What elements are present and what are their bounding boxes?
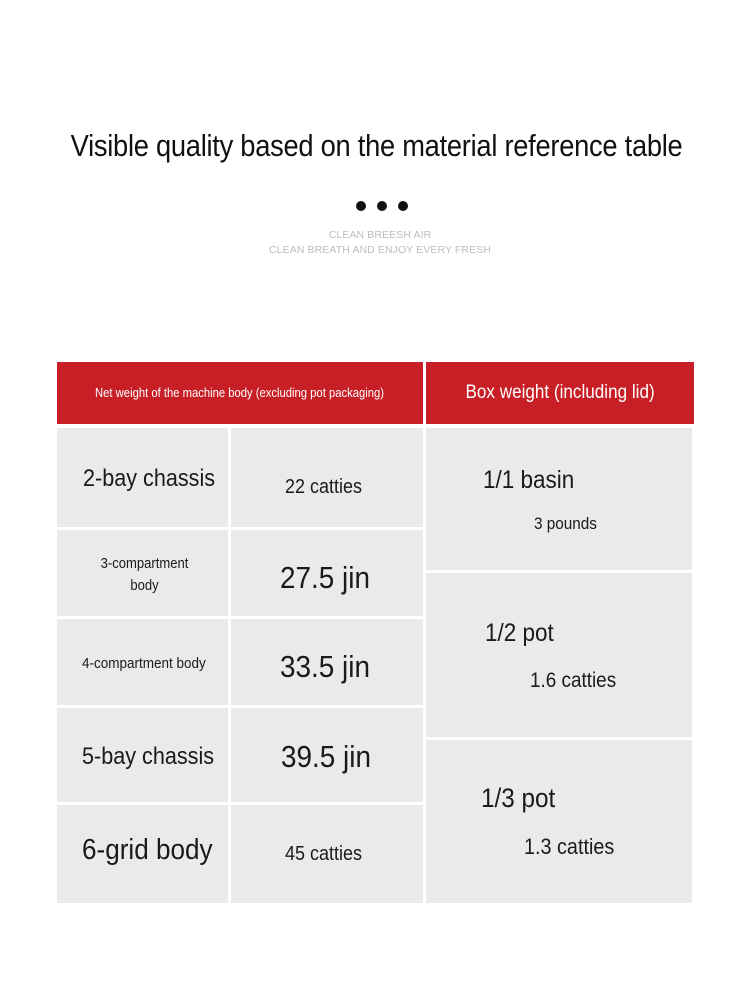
- subtitle-line-1: CLEAN BREESH AIR: [328, 229, 432, 241]
- body-row-name: 5-bay chassis: [82, 743, 215, 770]
- body-row-weight: 22 catties: [285, 476, 363, 498]
- body-row-weight: 45 catties: [285, 843, 363, 865]
- column-header-box-weight: [426, 362, 694, 424]
- body-row-name-line-1: 3-compartment: [100, 556, 189, 572]
- box-row-cell: [426, 740, 692, 903]
- box-row-weight: 1.3 catties: [524, 834, 615, 859]
- box-row-name: 1/3 pot: [481, 783, 556, 813]
- body-row-name: 4-compartment body: [82, 655, 206, 672]
- subtitle-line-2: CLEAN BREATH AND ENJOY EVERY FRESH: [268, 244, 492, 256]
- body-row-weight: 33.5 jin: [280, 649, 370, 684]
- box-row-cell: [426, 428, 692, 570]
- page-title: Visible quality based on the material reference table: [70, 128, 683, 163]
- ellipsis-dots-icon: [356, 201, 410, 213]
- column-header-box-weight-label: Box weight (including lid): [465, 382, 655, 403]
- body-row-weight: 39.5 jin: [281, 739, 371, 774]
- body-row-weight: 27.5 jin: [280, 560, 370, 595]
- box-row-name: 1/2 pot: [485, 619, 554, 647]
- body-row-name: 2-bay chassis: [83, 465, 216, 492]
- column-header-machine-body: [57, 362, 423, 424]
- column-header-machine-body-label: Net weight of the machine body (excluding pot packaging): [95, 386, 385, 400]
- box-row-name: 1/1 basin: [483, 466, 575, 494]
- body-row-name-line-2: body: [130, 578, 159, 594]
- box-row-weight: 1.6 catties: [530, 669, 617, 692]
- box-row-cell: [426, 573, 692, 737]
- box-row-weight: 3 pounds: [534, 514, 597, 533]
- body-row-name: 6-grid body: [82, 834, 213, 866]
- body-row-name: [66, 553, 224, 597]
